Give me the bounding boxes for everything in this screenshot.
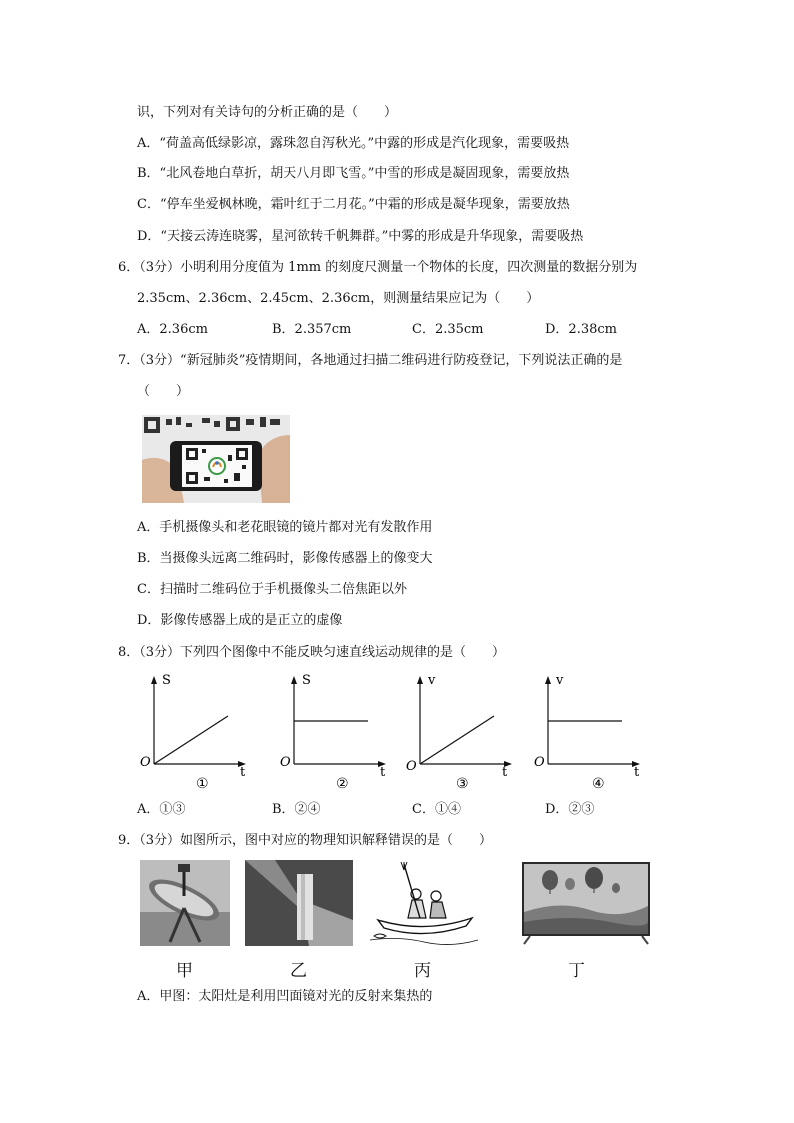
- caption-jia: 甲: [176, 961, 193, 981]
- q8-option-c: C．①④: [412, 802, 461, 817]
- q5-option-b: B．“北风卷地白草折，胡天八月即飞雪。”中雪的形成是凝固现象，需要放热: [137, 166, 570, 181]
- q6-option-d: D．2.38cm: [545, 322, 617, 337]
- qr-scan-photo: [142, 415, 290, 503]
- q9-option-a: A．甲图：太阳灶是利用凹面镜对光的反射来集热的: [137, 989, 433, 1004]
- q5-option-d: D．“天接云涛连晓雾，星河欲转千帆舞群。”中雾的形成是升华现象，需要吸热: [137, 229, 584, 244]
- graph-4-origin: O: [534, 755, 545, 770]
- q6-option-c: C．2.35cm: [412, 322, 484, 337]
- q8-option-d: D．②③: [545, 802, 595, 817]
- graph-1-ylabel: S: [162, 673, 171, 688]
- graph-4-y-arrow: [545, 676, 551, 684]
- graph-2-number: ②: [336, 776, 349, 790]
- graph-3-xlabel: t: [502, 765, 508, 780]
- fishing-boat-drawing: [368, 860, 480, 946]
- q5-option-a: A．“荷盖高低绿影凉，露珠忽自泻秋光。”中露的形成是汽化现象，需要吸热: [137, 136, 570, 151]
- q5-stem-continued: 识，下列对有关诗句的分析正确的是（ ）: [137, 105, 398, 120]
- q7-option-c: C．扫描时二维码位于手机摄像头二倍焦距以外: [137, 582, 407, 597]
- graph-4-v-t-horizontal: [530, 672, 654, 790]
- graph-3-number: ③: [456, 776, 469, 790]
- tv-balloons-photo: [520, 860, 652, 946]
- graph-1-number: ①: [196, 776, 209, 790]
- q8-option-a: A．①③: [137, 802, 186, 817]
- prism-light-photo: [245, 860, 353, 946]
- graph-3-data-line: [420, 716, 494, 764]
- q7-option-a: A．手机摄像头和老花眼镜的镜片都对光有发散作用: [137, 520, 433, 535]
- graph-2-y-arrow: [291, 676, 297, 684]
- graph-2-s-t-horizontal: [276, 672, 400, 790]
- graph-1-xlabel: t: [240, 765, 246, 780]
- graph-3-v-t-diagonal: [402, 672, 526, 790]
- graph-4-ylabel: v: [556, 673, 564, 688]
- q8-option-b: B．②④: [272, 802, 321, 817]
- graph-2-ylabel: S: [302, 673, 311, 688]
- q8-stem: 8．（3分）下列四个图像中不能反映匀速直线运动规律的是（ ）: [118, 645, 506, 660]
- graph-4-number: ④: [592, 776, 605, 790]
- caption-yi: 乙: [290, 961, 307, 981]
- q6-option-a: A．2.36cm: [137, 322, 208, 337]
- q7-option-b: B．当摄像头远离二维码时，影像传感器上的像变大: [137, 551, 433, 566]
- solar-cooker-photo: [140, 860, 230, 946]
- q6-stem: 6．（3分）小明利用分度值为 1mm 的刻度尺测量一个物体的长度，四次测量的数据分别为: [118, 260, 638, 275]
- graph-2-origin: O: [280, 755, 291, 770]
- graph-1-s-t-diagonal: [136, 672, 260, 790]
- graph-1-origin: O: [140, 755, 151, 770]
- graph-3-origin: O: [406, 759, 417, 774]
- q7-stem-line2: （ ）: [137, 384, 190, 399]
- graph-3-ylabel: v: [428, 673, 436, 688]
- graph-2-xlabel: t: [380, 765, 386, 780]
- q5-option-c: C．“停车坐爱枫林晚，霜叶红于二月花。”中霜的形成是凝华现象，需要放热: [137, 197, 570, 212]
- caption-bing: 丙: [414, 961, 431, 981]
- q7-option-d: D．影像传感器上成的是正立的虚像: [137, 613, 343, 628]
- q9-stem: 9．（3分）如图所示，图中对应的物理知识解释错误的是（ ）: [118, 833, 493, 848]
- caption-ding: 丁: [568, 961, 585, 981]
- q6-option-b: B．2.357cm: [272, 322, 352, 337]
- graph-4-xlabel: t: [634, 765, 640, 780]
- graph-1-data-line: [154, 716, 228, 764]
- q7-stem: 7．（3分）“新冠肺炎”疫情期间，各地通过扫描二维码进行防疫登记，下列说法正确的是: [118, 353, 623, 368]
- graph-1-y-arrow: [151, 676, 157, 684]
- graph-3-y-arrow: [417, 676, 423, 684]
- q6-stem-line2: 2.35cm、2.36cm、2.45cm、2.36cm，则测量结果应记为（ ）: [137, 291, 540, 306]
